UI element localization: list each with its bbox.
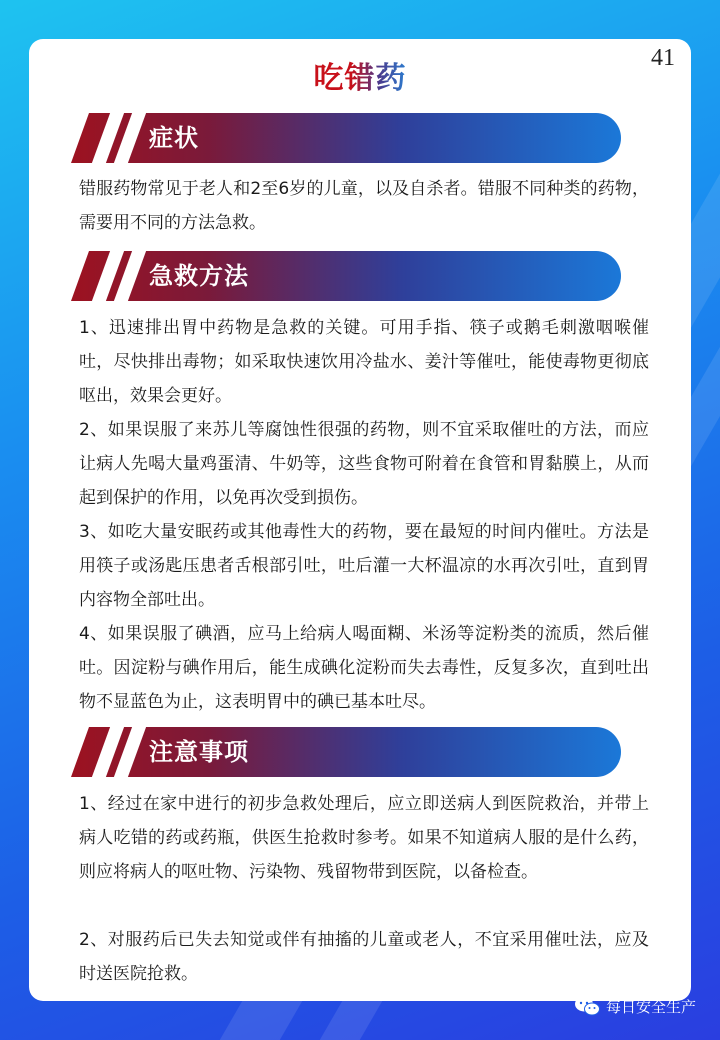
- section-heading: 急救方法: [149, 262, 249, 290]
- section-header-first-aid: [71, 251, 621, 301]
- page-title: [29, 53, 691, 97]
- paragraph: 3、如吃大量安眠药或其他毒性大的药物，要在最短的时间内催吐。方法是用筷子或汤匙压患者舌根部引吐，吐后灌一大杯温凉的水再次引吐，直到胃内容物全部吐出。: [79, 522, 649, 610]
- paragraph: 2、对服药后已失去知觉或伴有抽搐的儿童或老人，不宜采用催吐法，应及时送医院抢救。: [79, 930, 649, 984]
- watermark: [574, 995, 696, 1017]
- paragraph: 1、经过在家中进行的初步急救处理后，应立即送病人到医院救治，并带上病人吃错的药或药瓶，供医生抢救时参考。如果不知道病人服的是什么药，则应将病人的呕吐物、污染物、残留物带到医院，以备检查。: [79, 794, 649, 882]
- wechat-icon: [574, 995, 600, 1017]
- paragraph: 4、如果误服了碘酒，应马上给病人喝面糊、米汤等淀粉类的流质，然后催吐。因淀粉与碘作用后，能生成碘化淀粉而失去毒性，反复多次，直到吐出物不显蓝色为止，这表明胃中的碘已基本吐尽。: [79, 624, 649, 712]
- content-card: [29, 39, 691, 1001]
- watermark-text: 每日安全生产: [605, 997, 696, 1016]
- section-header-notes: [71, 727, 621, 777]
- page-number: 41: [651, 45, 675, 71]
- paragraph: 错服药物常见于老人和2至6岁的儿童，以及自杀者。错服不同种类的药物，需要用不同的方法急救。: [79, 179, 649, 233]
- paragraph: 1、迅速排出胃中药物是急救的关键。可用手指、筷子或鹅毛刺激咽喉催吐，尽快排出毒物；如采取快速饮用冷盐水、姜汁等催吐，能使毒物更彻底呕出，效果会更好。: [79, 318, 649, 406]
- section-heading: 注意事项: [149, 738, 249, 766]
- paragraph: 2、如果误服了来苏儿等腐蚀性很强的药物，则不宜采取催吐的方法，而应让病人先喝大量鸡蛋清、牛奶等，这些食物可附着在食管和胃黏膜上，从而起到保护的作用，以免再次受到损伤。: [79, 420, 649, 508]
- section-heading: 症状: [149, 124, 199, 152]
- page-title-text: 吃错药: [313, 61, 407, 96]
- section-header-symptoms: [71, 113, 621, 163]
